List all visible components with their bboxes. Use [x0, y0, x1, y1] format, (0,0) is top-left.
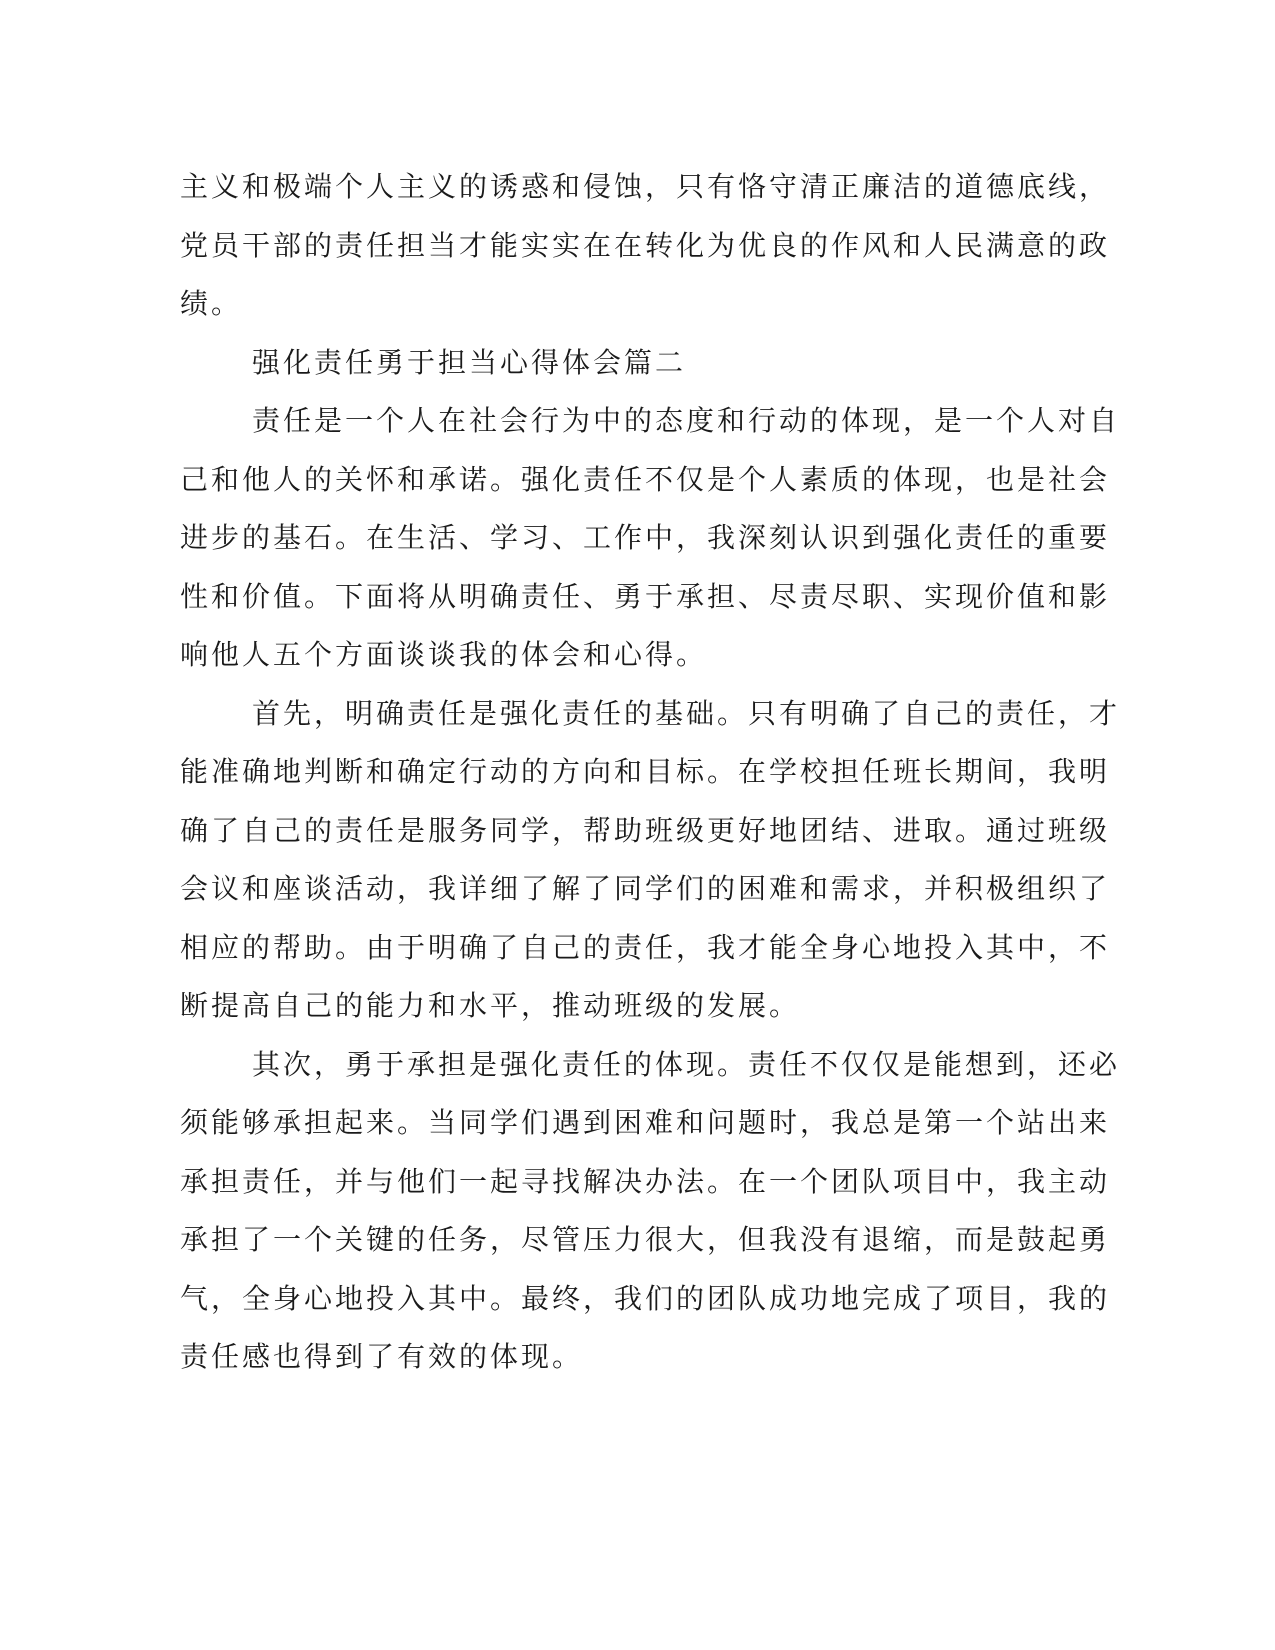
section-heading: 强化责任勇于担当心得体会篇二 [252, 345, 687, 379]
text-line: 性和价值。下面将从明确责任、勇于承担、尽责尽职、实现价值和影 [180, 579, 1111, 613]
text-line: 能准确地判断和确定行动的方向和目标。在学校担任班长期间，我明 [180, 755, 1111, 788]
text-line: 须能够承担起来。当同学们遇到困难和问题时，我总是第一个站出来 [180, 1106, 1111, 1139]
text-line: 相应的帮助。由于明确了自己的责任，我才能全身心地投入其中，不 [180, 930, 1111, 964]
text-line: 承担了一个关键的任务，尽管压力很大，但我没有退缩，而是鼓起勇 [180, 1223, 1111, 1256]
text-line: 确了自己的责任是服务同学，帮助班级更好地团结、进取。通过班级 [180, 813, 1111, 847]
text-line: 会议和座谈活动，我详细了解了同学们的困难和需求，并积极组织了 [180, 872, 1111, 905]
text-line: 主义和极端个人主义的诱惑和侵蚀，只有恪守清正廉洁的道德底线， [180, 170, 1111, 203]
document-body [180, 158, 1121, 1387]
text-line: 进步的基石。在生活、学习、工作中，我深刻认识到强化责任的重要 [180, 521, 1111, 554]
text-line: 响他人五个方面谈谈我的体会和心得。 [180, 638, 708, 671]
text-line: 责任感也得到了有效的体现。 [180, 1340, 584, 1373]
text-line: 断提高自己的能力和水平，推动班级的发展。 [180, 989, 801, 1022]
text-line: 党员干部的责任担当才能实实在在转化为优良的作风和人民满意的政 [180, 228, 1111, 262]
text-line: 首先，明确责任是强化责任的基础。只有明确了自己的责任，才 [252, 696, 1121, 730]
text-line: 其次，勇于承担是强化责任的体现。责任不仅仅是能想到，还必 [252, 1047, 1121, 1081]
text-line: 气，全身心地投入其中。最终，我们的团队成功地完成了项目，我的 [180, 1281, 1111, 1315]
text-line: 己和他人的关怀和承诺。强化责任不仅是个人素质的体现，也是社会 [180, 462, 1111, 496]
text-line: 绩。 [180, 287, 243, 320]
text-line: 责任是一个人在社会行为中的态度和行动的体现，是一个人对自 [252, 404, 1121, 437]
text-line: 承担责任，并与他们一起寻找解决办法。在一个团队项目中，我主动 [180, 1164, 1111, 1198]
